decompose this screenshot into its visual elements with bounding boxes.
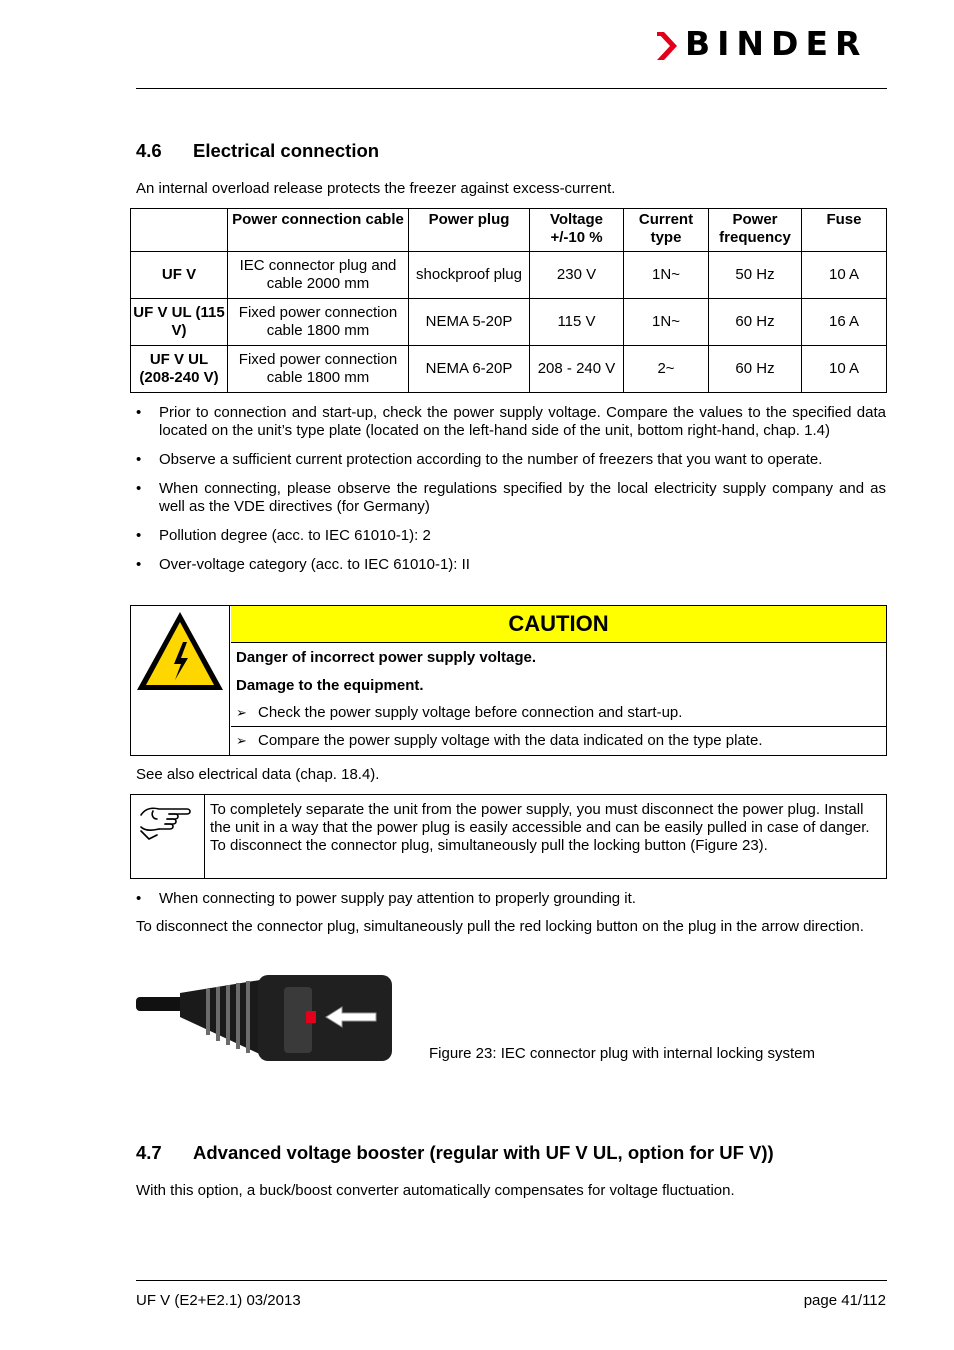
binder-logo (655, 24, 887, 64)
footer-page-number: page 41/112 (803, 1292, 886, 1309)
electrical-hazard-warning-icon (134, 608, 226, 698)
table-cell: 10 A (802, 252, 887, 299)
electrical-spec-table (130, 208, 887, 393)
footer-doc-id: UF V (E2+E2.1) 03/2013 (136, 1292, 301, 1309)
note-icon-cell (131, 795, 205, 878)
table-cell-model: UF V UL (115 V) (131, 299, 228, 346)
table-header: Power plug (409, 209, 530, 252)
caution-danger: Danger of incorrect power supply voltage. (236, 649, 537, 666)
divider (231, 726, 886, 727)
table-cell-model: UF V (131, 252, 228, 299)
caution-step (236, 704, 682, 722)
table-row (131, 346, 887, 393)
table-cell: 50 Hz (709, 252, 802, 299)
disconnect-text: To disconnect the connector plug, simultaneously pull the red locking button on the plug in the arrow direction. (136, 918, 864, 935)
table-cell: Fixed power connection cable 1800 mm (228, 346, 409, 393)
list-item: • When connecting to power supply pay attention to properly grounding it. (136, 890, 886, 908)
table-cell: 2~ (624, 346, 709, 393)
arrow-bullet-icon: ➢ (236, 733, 247, 748)
requirements-list (136, 404, 886, 574)
header-rule (136, 88, 887, 89)
figure-caption: Figure 23: IEC connector plug with internal locking system (429, 1045, 816, 1062)
caution-step-text: Check the power supply voltage before connection and start-up. (258, 704, 683, 721)
table-cell: NEMA 5-20P (409, 299, 530, 346)
note-text: To completely separate the unit from the power supply, you must disconnect the power plug. Install the unit in a way that the power plug is easily accessible and can be easily pulled in case of danger. To disconnect the connector plug, simultaneously pull the locking button (Figure 23). (210, 801, 870, 854)
table-cell-model: UF V UL (208-240 V) (131, 346, 228, 393)
caution-step (236, 732, 763, 750)
section-number: 4.7 (136, 1142, 162, 1163)
section-number: 4.6 (136, 140, 162, 161)
list-item: • When connecting, please observe the regulations specified by the local electricity supply company and as well as the VDE directives (for Germany) (136, 480, 886, 516)
caution-box (130, 605, 887, 756)
section-heading-4-6 (136, 140, 379, 162)
table-cell: 16 A (802, 299, 887, 346)
pointing-hand-icon (137, 801, 193, 845)
connector-plug-illustration (136, 973, 394, 1063)
note-box (130, 794, 887, 879)
caution-consequence: Damage to the equipment. (236, 677, 424, 694)
table-header: Current type (624, 209, 709, 252)
list-item: • Prior to connection and start-up, check the power supply voltage. Compare the values to the specified data located on the unit’s type plate (located on the left-hand side of the unit, bottom right-hand, chap. 1.4) (136, 404, 886, 440)
list-item: • Observe a sufficient current protection according to the number of freezers that you want to operate. (136, 451, 886, 469)
table-header: Power frequency (709, 209, 802, 252)
table-cell: NEMA 6-20P (409, 346, 530, 393)
table-header: Fuse (802, 209, 887, 252)
table-cell: shockproof plug (409, 252, 530, 299)
list-item: • Pollution degree (acc. to IEC 61010-1): 2 (136, 527, 886, 545)
ground-list (136, 890, 886, 908)
section-title: Electrical connection (193, 140, 380, 161)
table-cell: 1N~ (624, 299, 709, 346)
caution-icon-cell (131, 606, 230, 755)
table-row (131, 299, 887, 346)
table-cell: IEC connector plug and cable 2000 mm (228, 252, 409, 299)
table-cell: 230 V (530, 252, 624, 299)
table-header: Power connection cable (228, 209, 409, 252)
intro-text: An internal overload release protects the freezer against excess-current. (136, 180, 616, 197)
section-4-7-text: With this option, a buck/boost converter automatically compensates for voltage fluctuation. (136, 1182, 735, 1199)
table-header-row (131, 209, 887, 252)
see-also-text: See also electrical data (chap. 18.4). (136, 766, 380, 783)
iec-connector-plug-image (136, 973, 394, 1063)
caution-step-text: Compare the power supply voltage with the data indicated on the type plate. (258, 732, 763, 749)
list-item: • Over-voltage category (acc. to IEC 61010-1): II (136, 556, 886, 574)
section-title: Advanced voltage booster (regular with UF V UL, option for UF V)) (193, 1142, 774, 1163)
table-cell: 1N~ (624, 252, 709, 299)
caution-title: CAUTION (231, 606, 886, 643)
table-cell: 60 Hz (709, 299, 802, 346)
logo-chevron-icon (655, 28, 679, 64)
table-header (131, 209, 228, 252)
brand-name: BINDER (685, 24, 868, 63)
table-cell: 60 Hz (709, 346, 802, 393)
table-cell: Fixed power connection cable 1800 mm (228, 299, 409, 346)
table-cell: 115 V (530, 299, 624, 346)
section-heading-4-7 (136, 1142, 774, 1164)
table-cell: 208 - 240 V (530, 346, 624, 393)
arrow-bullet-icon: ➢ (236, 705, 247, 720)
table-cell: 10 A (802, 346, 887, 393)
table-row (131, 252, 887, 299)
table-header: Voltage +/-10 % (530, 209, 624, 252)
footer-rule (136, 1280, 887, 1281)
